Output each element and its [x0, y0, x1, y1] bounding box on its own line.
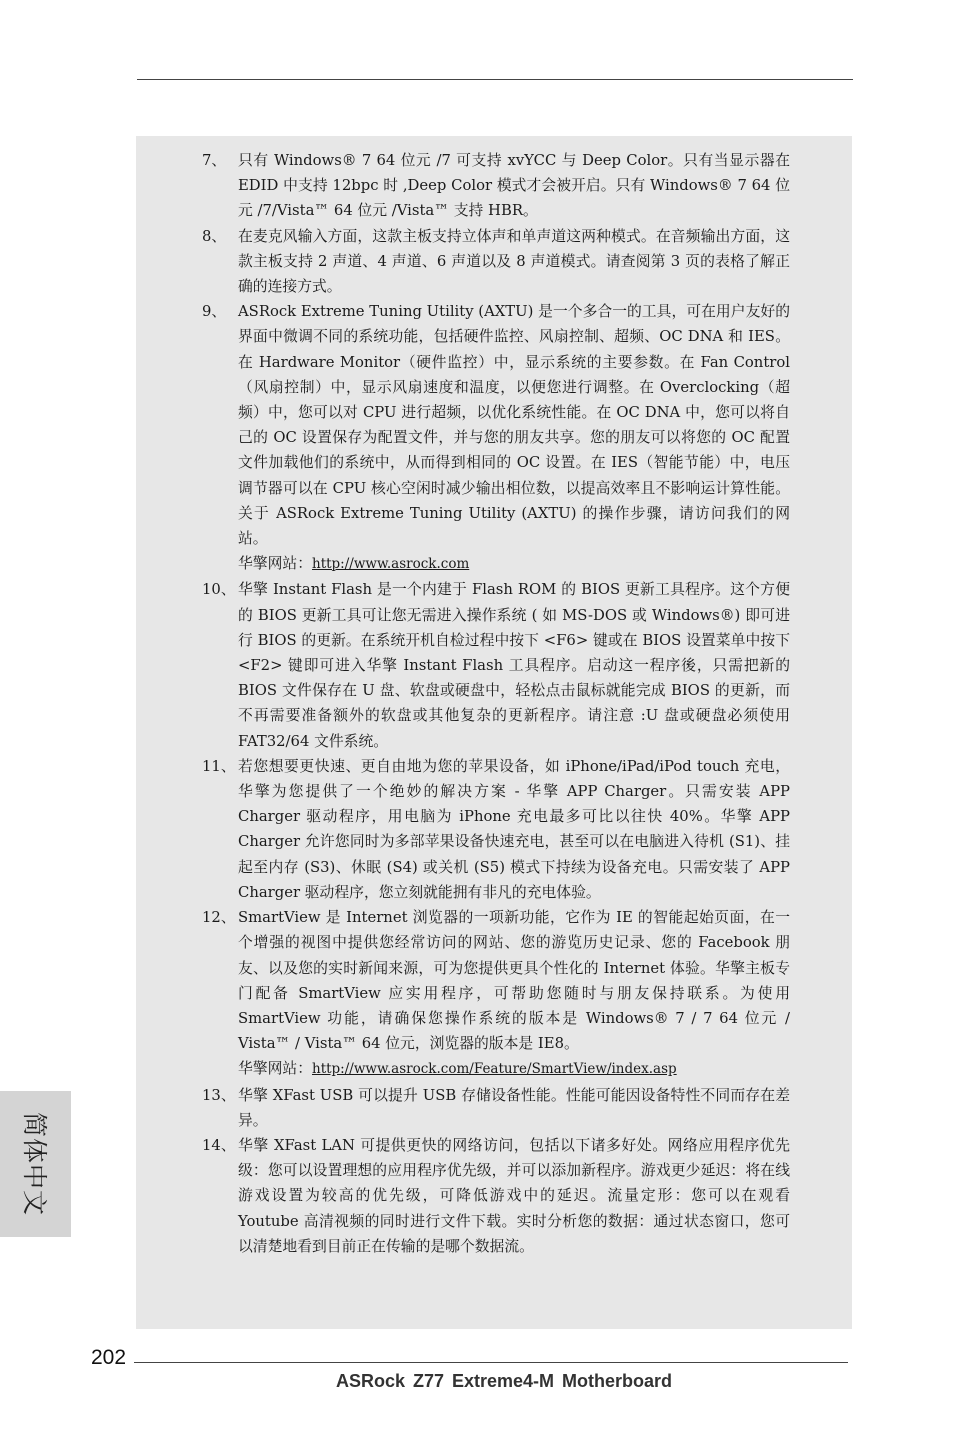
notes-list — [200, 148, 790, 1259]
note-number: 8、 — [202, 227, 227, 245]
website-line — [238, 1056, 790, 1082]
note-number: 7、 — [202, 152, 227, 169]
note-text: 华擎 XFast USB 可以提升 USB 存储设备性能。性能可能因设备特性不同而存在差异。 — [238, 1086, 790, 1129]
note-text: 只有 Windows® 7 64 位元 /7 可支持 xvYCC 与 Deep Color。只有当显示器在 EDID 中支持 12bpc 时 ,Deep Color 模式才会被开启。只有 Windows® 7 64 位元 /7/Vista™ 64 位元 /Vista™ 支持 HBR。 — [238, 152, 790, 220]
website-label: 华擎网站： — [238, 1060, 312, 1078]
note-text: 若您想要更快速、更自由地为您的苹果设备，如 iPhone/iPad/iPod touch 充电，华擎为您提供了一个绝妙的解决方案 - 华擎 APP Charger。只需安装 APP Charger 驱动程序，用电脑为 iPhone 充电最多可比以往快 40%。华擎 APP Charger 允许您同时为多部苹果设备快速充电，甚至可以在电脑进入待机 (S1)、挂起至内存 (S3)、休眠 (S4) 或关机 (S5) 模式下持续为设备充电。只需安装了 APP Charger 驱动程序，您立刻就能拥有非凡的充电体验。 — [238, 757, 790, 901]
note-number: 14、 — [202, 1136, 236, 1154]
note-12 — [200, 905, 790, 1082]
note-number: 10、 — [202, 581, 236, 599]
bottom-rule — [134, 1362, 848, 1363]
note-text: 在麦克风输入方面，这款主板支持立体声和单声道这两种模式。在音频输出方面，这款主板支持 2 声道、4 声道、6 声道以及 8 声道模式。请查阅第 3 页的表格了解正确的连接方式。 — [238, 227, 790, 296]
note-number: 11、 — [202, 757, 236, 775]
website-label: 华擎网站： — [238, 555, 312, 573]
note-text: ASRock Extreme Tuning Utility (AXTU) 是一个多合一的工具，可在用户友好的界面中微调不同的系统功能，包括硬件监控、风扇控制、超频、OC DNA 和 IES。在 Hardware Monitor（硬件监控）中，显示系统的主要参数。在 Fan Control（风扇控制）中，显示风扇速度和温度，以便您进行调整。在 Overclocking（超频）中，您可以对 CPU 进行超频，以优化系统性能。在 OC DNA 中，您可以将自己的 OC 设置保存为配置文件，并与您的朋友共享。您的朋友可以将您的 OC 配置文件加载他们的系统中，从而得到相同的 OC 设置。在 IES（智能节能）中，电压调节器可以在 CPU 核心空闲时减少输出相位数，以提高效率且不影响运计算性能。关于 ASRock Extreme Tuning Utility (AXTU) 的操作步骤，请访问我们的网站。 — [238, 303, 790, 548]
top-rule — [137, 79, 853, 80]
footer-title: ASRock Z77 Extreme4-M Motherboard — [335, 1371, 673, 1391]
language-side-tab — [0, 1091, 71, 1237]
note-9 — [200, 299, 790, 577]
note-number: 12、 — [202, 909, 236, 927]
website-line — [238, 551, 790, 577]
note-8 — [200, 224, 790, 300]
note-11 — [200, 754, 790, 905]
note-text: 华擎 XFast LAN 可提供更快的网络访问，包括以下诸多好处。网络应用程序优先级：您可以设置理想的应用程序优先级，并可以添加新程序。游戏更少延迟：将在线游戏设置为较高的优先级，可降低游戏中的延迟。流量定形：您可以在观看 Youtube 高清视频的同时进行文件下载。实时分析您的数据：通过状态窗口，您可以清楚地看到目前正在传输的是哪个数据流。 — [238, 1136, 790, 1255]
note-number: 9、 — [202, 303, 227, 321]
note-text: 华擎 Instant Flash 是一个内建于 Flash ROM 的 BIOS 更新工具程序。这个方便的 BIOS 更新工具可让您无需进入操作系统 ( 如 MS-DOS 或 Windows®) 即可进行 BIOS 的更新。在系统开机自检过程中按下 <F6> 键或在 BIOS 设置菜单中按下 <F2> 键即可进入华擎 Instant Flash 工具程序。启动这一程序後，只需把新的 BIOS 文件保存在 U 盘、软盘或硬盘中，轻松点击鼠标就能完成 BIOS 的更新，而不再需要准备额外的软盘或其他复杂的更新程序。请注意 :U 盘或硬盘必须使用 FAT32/64 文件系统。 — [238, 581, 790, 750]
note-text: SmartView 是 Internet 浏览器的一项新功能，它作为 IE 的智能起始页面，在一个增强的视图中提供您经常访问的网站、您的游览历史记录、您的 Facebook 朋友、以及您的实时新闻来源，可为您提供更具个性化的 Internet 体验。华擎主板专门配备 SmartView 应实用程序，可帮助您随时与朋友保持联系。为使用 SmartView 功能，请确保您操作系统的版本是 Windows® 7 / 7 64 位元 / Vista™ / Vista™ 64 位元，浏览器的版本是 IE8。 — [238, 909, 790, 1053]
smartview-website-link[interactable]: http://www.asrock.com/Feature/SmartView/index.asp — [312, 1061, 677, 1078]
note-10 — [200, 577, 790, 753]
asrock-website-link[interactable]: http://www.asrock.com — [312, 556, 470, 573]
note-number: 13、 — [202, 1086, 236, 1104]
note-13 — [200, 1083, 790, 1133]
note-14 — [200, 1133, 790, 1259]
note-7 — [200, 148, 790, 224]
page-number: 202 — [91, 1346, 127, 1369]
language-label: 简体中文 — [20, 1111, 49, 1217]
